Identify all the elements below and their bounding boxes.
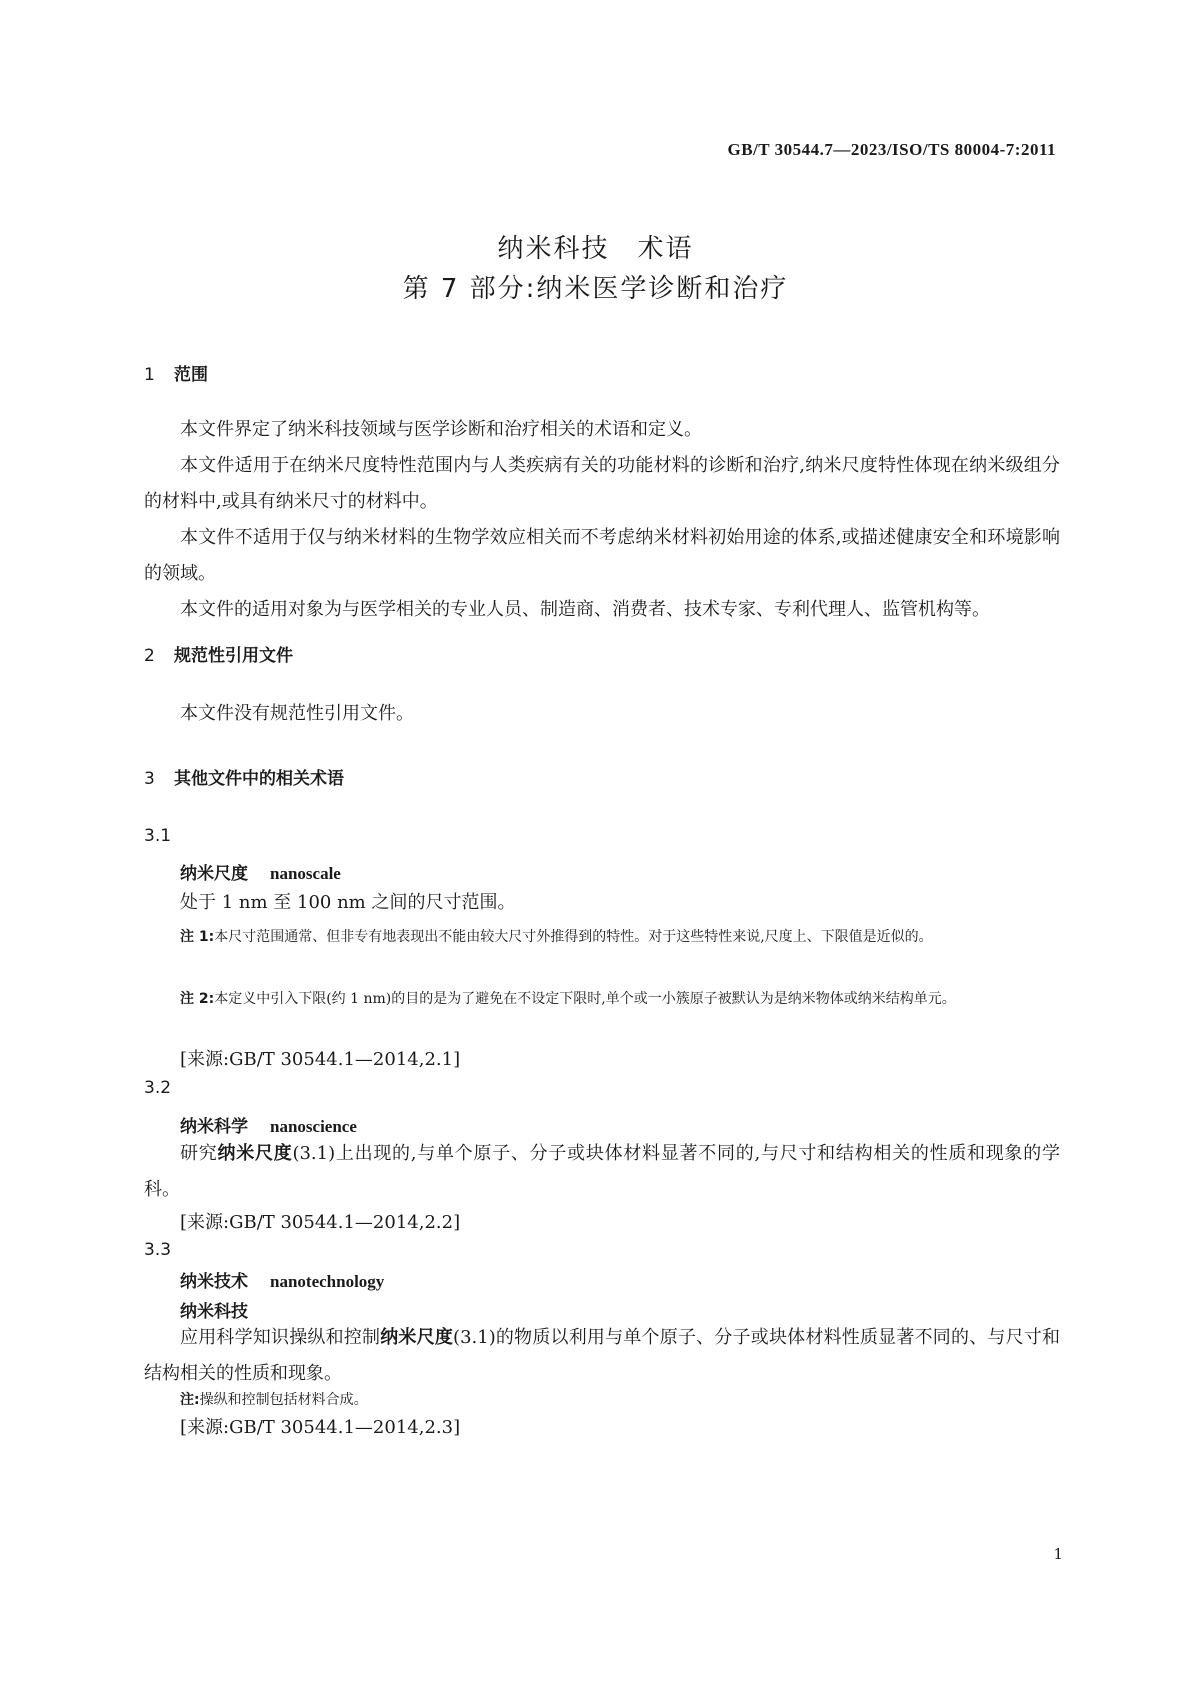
term-en: nanoscale bbox=[270, 864, 341, 883]
paragraph: 本文件不适用于仅与纳米材料的生物学效应相关而不考虑纳米材料初始用途的体系,或描述健康安全和环境影响的领域。 bbox=[144, 527, 1060, 584]
standard-id-header: GB/T 30544.7—2023/ISO/TS 80004-7:2011 bbox=[727, 140, 1056, 159]
note-text: 操纵和控制包括材料合成。 bbox=[199, 1392, 368, 1408]
document-title-line1: 纳米科技 术语 bbox=[497, 234, 694, 264]
section-number: 3 bbox=[144, 769, 155, 789]
term-note bbox=[180, 1385, 1102, 1415]
note-label: 注: bbox=[180, 1392, 200, 1408]
term-source: [来源:GB/T 30544.1—2014,2.3] bbox=[180, 1417, 461, 1438]
definition-text: (3.1)上出现的,与单个原子、分子或块体材料显著不同的,与尺寸和结构相关的性质和现象的学科。 bbox=[144, 1143, 1061, 1200]
term-cn: 纳米尺度 bbox=[180, 864, 248, 884]
note-text: 本定义中引入下限(约 1 nm)的目的是为了避免在不设定下限时,单个或一小簇原子被默认为是纳米物体或纳米结构单元。 bbox=[214, 991, 956, 1007]
term-number: 3.2 bbox=[144, 1078, 172, 1098]
term-definition bbox=[144, 1136, 1060, 1208]
term-definition bbox=[144, 1320, 1060, 1392]
term-number: 3.3 bbox=[144, 1240, 172, 1260]
section-title: 范围 bbox=[174, 365, 208, 385]
term-number: 3.1 bbox=[144, 826, 172, 846]
term-en: nanotechnology bbox=[270, 1272, 385, 1291]
term-source: [来源:GB/T 30544.1—2014,2.1] bbox=[180, 1049, 461, 1070]
section-number: 1 bbox=[144, 365, 155, 385]
term-heading bbox=[180, 1267, 384, 1292]
term-note bbox=[180, 984, 1102, 1014]
definition-text: (3.1)的物质以利用与单个原子、分子或块体材料性质显著不同的、与尺寸和结构相关的性质和现象。 bbox=[144, 1327, 1061, 1384]
note-text: 本尺寸范围通常、但非专有地表现出不能由较大尺寸外推得到的特性。对于这些特性来说,尺度上、下限值是近似的。 bbox=[214, 929, 933, 945]
document-title-line2: 第 7 部分:纳米医学诊断和治疗 bbox=[402, 274, 789, 304]
term-reference: 纳米尺度 bbox=[380, 1327, 454, 1348]
paragraph: 本文件的适用对象为与医学相关的专业人员、制造商、消费者、技术专家、专利代理人、监管机构等。 bbox=[180, 599, 990, 620]
section-1-heading bbox=[144, 360, 208, 385]
note-label: 注 2: bbox=[180, 991, 215, 1007]
paragraph: 本文件没有规范性引用文件。 bbox=[180, 703, 414, 724]
term-note bbox=[180, 922, 1102, 952]
section-3-heading bbox=[144, 764, 344, 789]
term-en: nanoscience bbox=[270, 1117, 357, 1136]
term-heading bbox=[180, 859, 341, 884]
term-alternate: 纳米科技 bbox=[180, 1302, 248, 1322]
term-reference: 纳米尺度 bbox=[217, 1143, 293, 1164]
definition-text: 应用科学知识操纵和控制 bbox=[180, 1327, 381, 1348]
paragraph: 本文件界定了纳米科技领域与医学诊断和治疗相关的术语和定义。 bbox=[180, 419, 702, 440]
definition-text: 研究 bbox=[180, 1143, 218, 1164]
term-source: [来源:GB/T 30544.1—2014,2.2] bbox=[180, 1212, 461, 1233]
term-cn: 纳米技术 bbox=[180, 1272, 248, 1292]
section-title: 规范性引用文件 bbox=[174, 646, 293, 666]
section-number: 2 bbox=[144, 646, 155, 666]
section-2-heading bbox=[144, 641, 293, 666]
paragraph: 本文件适用于在纳米尺度特性范围内与人类疾病有关的功能材料的诊断和治疗,纳米尺度特性体现在纳米级组分的材料中,或具有纳米尺寸的材料中。 bbox=[144, 455, 1060, 512]
term-definition: 处于 1 nm 至 100 nm 之间的尺寸范围。 bbox=[180, 892, 516, 913]
section-title: 其他文件中的相关术语 bbox=[174, 769, 344, 789]
term-cn: 纳米科学 bbox=[180, 1117, 248, 1137]
page-number: 1 bbox=[1053, 1545, 1063, 1563]
note-label: 注 1: bbox=[180, 929, 215, 945]
term-heading bbox=[180, 1112, 357, 1137]
